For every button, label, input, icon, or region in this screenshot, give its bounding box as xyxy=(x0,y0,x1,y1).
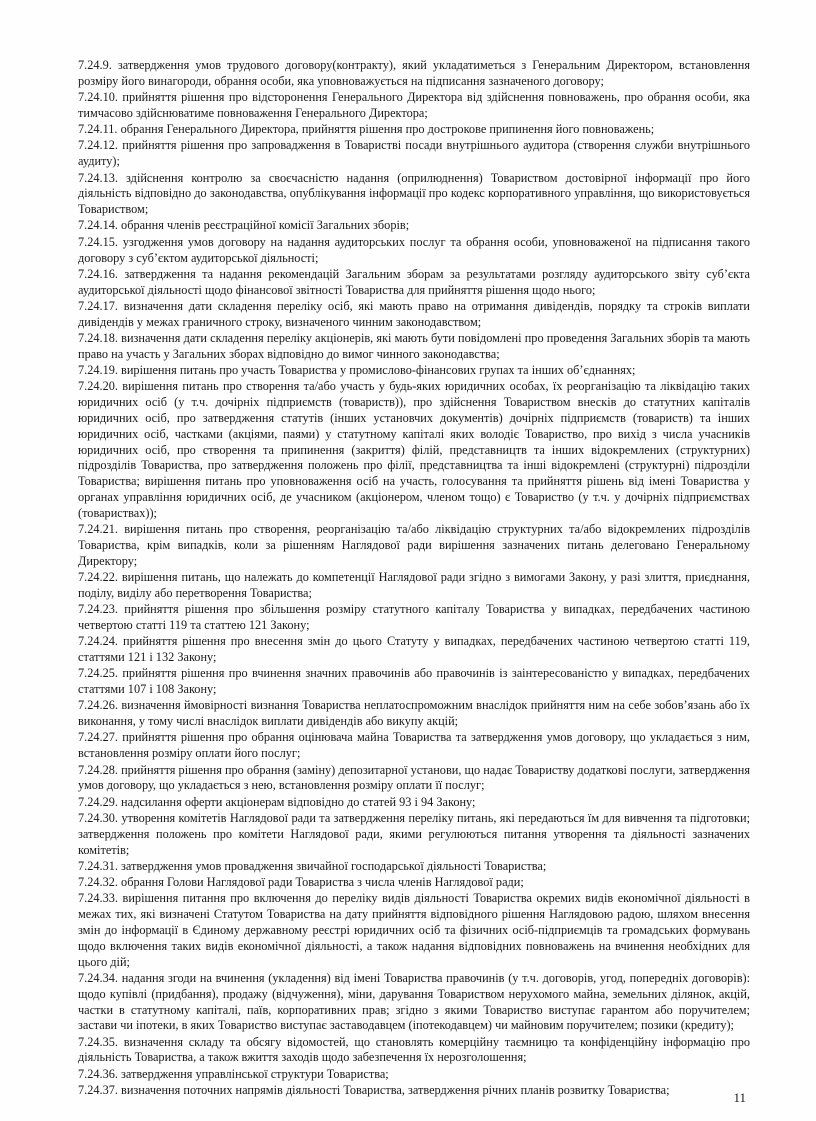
clause-text: обрання членів реєстраційної комісії Загальних зборів; xyxy=(121,218,410,233)
clause-number: 7.24.9. xyxy=(78,58,112,72)
clause-text: визначення дати складення переліку акціонерів, які мають бути повідомлені про проведення Загальних зборів та мають право на участь у Загальних зборах відповідно до вимог чинного законодавства; xyxy=(78,331,750,361)
clause-item xyxy=(78,58,750,90)
clause-item xyxy=(78,1035,750,1067)
clause-item xyxy=(78,218,750,234)
clause-number: 7.24.12. xyxy=(78,138,118,153)
clause-item xyxy=(78,971,750,1034)
clause-item xyxy=(78,570,750,602)
clause-number: 7.24.23. xyxy=(78,602,118,617)
clause-number: 7.24.14. xyxy=(78,218,118,233)
clause-text: узгодження умов договору на надання аудиторських послуг та обрання особи, уповноваженої на підписання такого договору з суб’єктом аудиторської діяльності; xyxy=(78,234,750,265)
clause-text: здійснення контролю за своєчасністю надання (оприлюднення) Товариством достовірної інформації про його діяльність відповідно до законодавства, опублікування інформації про кодекс корпоративного управління, що використовується Товариством; xyxy=(78,170,751,217)
clause-number: 7.24.19. xyxy=(78,363,118,378)
clause-number: 7.24.29. xyxy=(78,794,118,809)
clause-number: 7.24.21. xyxy=(78,522,118,537)
clause-item xyxy=(78,90,750,122)
clause-item xyxy=(78,795,750,811)
clause-number: 7.24.35. xyxy=(78,1034,118,1049)
clause-number: 7.24.27. xyxy=(78,730,118,745)
clause-item xyxy=(78,763,750,795)
clause-text: затвердження умов провадження звичайної господарської діяльності Товариства; xyxy=(121,858,547,873)
clause-number: 7.24.13. xyxy=(78,170,118,185)
clause-text: прийняття рішення про запровадження в Товаристві посади внутрішнього аудитора (створення служби внутрішнього аудиту); xyxy=(78,138,751,169)
clause-item xyxy=(78,363,750,379)
clause-text: обрання Генерального Директора, прийняття рішення про дострокове припинення його повноважень; xyxy=(120,122,655,137)
clause-number: 7.24.24. xyxy=(78,634,118,649)
clause-text: вирішення питань про участь Товариства у промислово-фінансових групах та інших об’єднаннях; xyxy=(121,363,636,378)
clause-number: 7.24.22. xyxy=(78,570,118,584)
clause-text: визначення складу та обсягу відомостей, що становлять комерційну таємницю та конфіденційну інформацію про діяльність Товариства, а також вжиття заходів щодо забезпечення їх нерозголошення; xyxy=(78,1034,750,1065)
clause-number: 7.24.17. xyxy=(78,298,118,313)
clause-number: 7.24.16. xyxy=(78,266,118,281)
clause-item xyxy=(78,666,750,698)
clause-text: вирішення питань про створення та/або участь у будь-яких юридичних особах, їх реорганізацію та ліквідацію таких юридичних осіб (у т.ч. дочірніх підприємств (товариств)), про здійснення Товариством внесків до статутних капіталів юридичних осіб, про затвердження статутів (інших установчих документів) дочірніх підприємств (товариств) та інших юридичних осіб, частками (акціями, паями) у статутному капіталі яких володіє Товариство, про вихід з числа учасників юридичних осіб, про створення та припинення (закриття) філій, представництв та інших відокремлених (структурних) підрозділів Товариства, про затвердження положень про філії, представництва та інші відокремлені (структурні) підрозділи Товариства; вирішення питань про уповноваження осіб на участь, голосування та прийняття рішень від імені Товариства у органах управління юридичних осіб, де учасником (акціонером, членом тощо) є Товариство (у т.ч. у дочірніх підприємствах (товариствах)); xyxy=(78,379,750,520)
clause-text: прийняття рішення про збільшення розміру статутного капіталу Товариства у випадках, передбачених частиною четвертою статті 119 та статтею 121 Закону; xyxy=(78,602,750,632)
clause-text: надання згоди на вчинення (укладення) від імені Товариства правочинів (у т.ч. договорів, угод, попередніх договорів): щодо купівлі (придбання), продажу (відчуження), міни, дарування Товариством нерухомого майна, земельних ділянок, акцій, частки в статутному капіталі, паїв, корпоративних прав; згідно з якими Товариство виступає гарантом або поручителем; застави чи іпотеки, в яких Товариство виступає заставодавцем (іпотекодавцем) чи майновим поручителем; позики (кредиту); xyxy=(78,970,751,1033)
clause-item xyxy=(78,122,750,138)
clause-text: прийняття рішення про вчинення значних правочинів або правочинів із заінтересованістю у випадках, передбачених статтями 107 і 108 Закону; xyxy=(78,666,750,697)
clause-text: затвердження умов трудового договору(контракту), який укладатиметься з Генеральним Директором, встановлення розміру його винагороди, обрання особи, яка уповноважується на підписання зазначеного договору; xyxy=(78,58,750,88)
clause-number: 7.24.11. xyxy=(78,122,118,137)
clause-number: 7.24.18. xyxy=(78,331,118,346)
clause-text: надсилання оферти акціонерам відповідно до статей 93 і 94 Закону; xyxy=(121,794,476,809)
clause-text: вирішення питання про включення до переліку видів діяльності Товариства окремих видів економічної діяльності в межах тих, які визначені Статутом Товариства на дату прийняття відповідного рішення Наглядовою радою, шляхом внесення змін до інформації в Єдиному державному реєстрі юридичних осіб та фізичних осіб-підприємців та громадських формувань щодо включення таких видів економічної діяльності, а також надання відповідних повноважень на вчинення необхідних для цього дій; xyxy=(78,891,750,969)
clause-text: вирішення питань, що належать до компетенції Наглядової ради згідно з вимогами Закону, у разі злиття, приєднання, поділу, виділу або перетворення Товариства; xyxy=(78,570,750,600)
clause-text: прийняття рішення про обрання оцінювача майна Товариства та затвердження умов договору, що укладається з ним, встановлення розміру оплати його послуг; xyxy=(78,730,751,761)
clause-number: 7.24.25. xyxy=(78,666,118,681)
clause-item xyxy=(78,875,750,891)
clause-item xyxy=(78,138,750,170)
clause-number: 7.24.26. xyxy=(78,698,118,713)
clause-item xyxy=(78,602,750,634)
document-body xyxy=(78,58,750,1099)
clause-text: визначення поточних напрямів діяльності Товариства, затвердження річних планів розвитку Товариства; xyxy=(121,1083,670,1097)
clause-number: 7.24.32. xyxy=(78,875,118,890)
clause-text: обрання Голови Наглядової ради Товариства з числа членів Наглядової ради; xyxy=(121,875,524,890)
clause-text: прийняття рішення про обрання (заміну) депозитарної установи, що надає Товариству додаткові послуги, затвердження умов договору, що укладається з нею, встановлення розміру оплати її послуг; xyxy=(78,762,750,793)
clause-number: 7.24.31. xyxy=(78,858,118,873)
clause-item xyxy=(78,1083,750,1099)
clause-number: 7.24.37. xyxy=(78,1083,118,1097)
clause-number: 7.24.28. xyxy=(78,762,118,777)
clause-number: 7.24.15. xyxy=(78,234,118,249)
clause-text: вирішення питань про створення, реорганізацію та/або ліквідацію структурних та/або відокремлених підрозділів Товариства, крім випадків, коли за рішенням Наглядової ради вирішення зазначених питань делеговано Генеральному Директору; xyxy=(78,522,751,568)
clause-number: 7.24.20. xyxy=(78,379,118,394)
clause-item xyxy=(78,522,750,569)
clause-item xyxy=(78,267,750,299)
clause-item xyxy=(78,698,750,730)
clause-text: утворення комітетів Наглядової ради та затвердження переліку питань, які передаються їм для вивчення та підготовки; затвердження положень про комітети Наглядової ради, якими регулюються питання утворення та діяльності зазначених комітетів; xyxy=(78,810,750,857)
clause-text: прийняття рішення про внесення змін до цього Статуту у випадках, передбачених частиною четвертою статті 119, статтями 121 і 132 Закону; xyxy=(78,634,750,664)
clause-item xyxy=(78,811,750,858)
page-number: 11 xyxy=(733,1090,746,1105)
clause-text: затвердження управлінської структури Товариства; xyxy=(121,1066,389,1081)
clause-item xyxy=(78,331,750,363)
clause-number: 7.24.33. xyxy=(78,891,118,906)
clause-number: 7.24.34. xyxy=(78,970,118,985)
clause-item xyxy=(78,730,750,762)
clause-text: визначення ймовірності визнання Товариства неплатоспроможним внаслідок прийняття ним на себе зобов’язань або їх виконання, у тому числі внаслідок виплати дивідендів або викупу акцій; xyxy=(78,698,750,729)
clause-item xyxy=(78,634,750,666)
clause-text: затвердження та надання рекомендацій Загальним зборам за результатами розгляду аудиторського звіту суб’єкта аудиторської діяльності щодо фінансової звітності Товариства для прийняття рішення щодо нього; xyxy=(78,266,750,297)
clause-item xyxy=(78,299,750,331)
clause-item xyxy=(78,235,750,267)
clause-number: 7.24.36. xyxy=(78,1066,118,1081)
clause-number: 7.24.10. xyxy=(78,90,118,105)
clause-item xyxy=(78,891,750,970)
clause-item xyxy=(78,171,750,218)
clause-text: прийняття рішення про відсторонення Генерального Директора від здійснення повноважень, про обрання особи, яка тимчасово здійснюватиме повноваження Генерального Директора; xyxy=(78,90,750,120)
clause-item xyxy=(78,379,750,521)
clause-text: визначення дати складення переліку осіб, які мають право на отримання дивідендів, порядку та строків виплати дивідендів у межах граничного строку, визначеного чинним законодавством; xyxy=(78,298,750,329)
clause-item xyxy=(78,859,750,875)
clause-number: 7.24.30. xyxy=(78,810,118,825)
clause-item xyxy=(78,1067,750,1083)
